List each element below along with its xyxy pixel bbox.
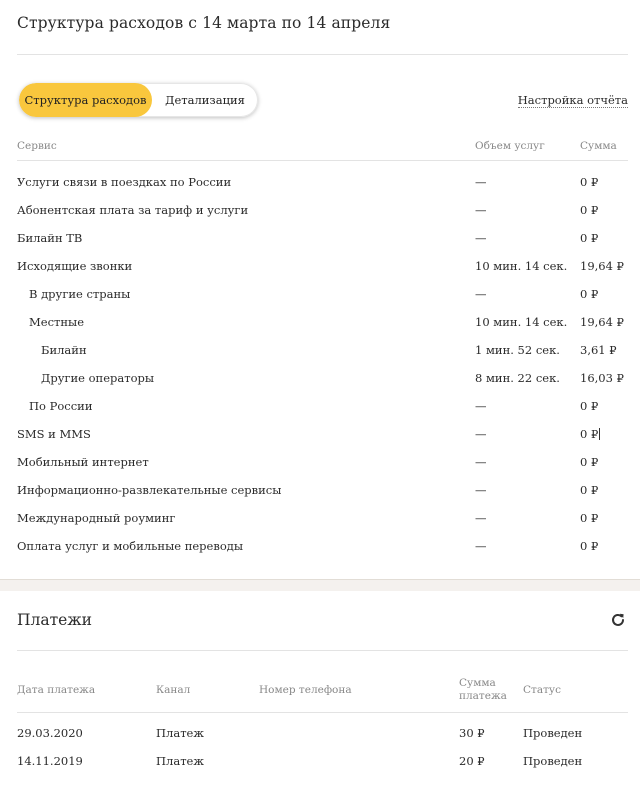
service-volume: 10 мин. 14 сек. bbox=[475, 315, 568, 329]
payment-amount: 20 ₽ bbox=[459, 754, 485, 768]
tab-details[interactable]: Детализация bbox=[165, 93, 245, 107]
col-volume-header: Объем услуг bbox=[475, 140, 545, 152]
col-payment-amount-header bbox=[459, 677, 507, 703]
service-name: Абонентская плата за тариф и услуги bbox=[17, 203, 249, 217]
service-name: Мобильный интернет bbox=[17, 455, 149, 469]
service-volume: — bbox=[475, 175, 487, 189]
service-name: Услуги связи в поездках по России bbox=[17, 175, 232, 189]
payment-channel: Платеж bbox=[156, 726, 204, 740]
service-volume: — bbox=[475, 455, 487, 469]
table-row bbox=[0, 511, 640, 539]
table-row bbox=[0, 483, 640, 511]
header-divider bbox=[17, 160, 628, 161]
table-row bbox=[0, 287, 640, 315]
service-name: Другие операторы bbox=[41, 371, 155, 385]
service-name: Оплата услуг и мобильные переводы bbox=[17, 539, 243, 553]
table-row bbox=[0, 539, 640, 567]
service-volume: — bbox=[475, 539, 487, 553]
table-row bbox=[0, 315, 640, 343]
payments-header-divider bbox=[17, 712, 628, 713]
payment-date: 14.11.2019 bbox=[17, 754, 83, 768]
table-row bbox=[0, 427, 640, 455]
service-volume: — bbox=[475, 511, 487, 525]
payment-amount: 30 ₽ bbox=[459, 726, 485, 740]
payment-date: 29.03.2020 bbox=[17, 726, 83, 740]
service-volume: 8 мин. 22 сек. bbox=[475, 371, 560, 385]
service-volume: — bbox=[475, 483, 487, 497]
service-amount: 0 ₽ bbox=[580, 455, 599, 469]
col-payment-amount-line1: Сумма bbox=[459, 677, 496, 689]
service-amount-wrap bbox=[580, 427, 600, 441]
table-row bbox=[0, 259, 640, 287]
service-amount: 3,61 ₽ bbox=[580, 343, 617, 357]
service-name: Исходящие звонки bbox=[17, 259, 133, 273]
text-cursor bbox=[599, 428, 600, 440]
view-switcher bbox=[19, 83, 258, 117]
service-name: SMS и MMS bbox=[17, 427, 91, 441]
table-row bbox=[0, 371, 640, 399]
table-row bbox=[0, 455, 640, 483]
service-volume: — bbox=[475, 399, 487, 413]
table-row bbox=[0, 231, 640, 259]
service-amount: 0 ₽ bbox=[580, 175, 599, 189]
col-service-header: Сервис bbox=[17, 140, 57, 152]
service-volume: — bbox=[475, 427, 487, 441]
col-phone-header: Номер телефона bbox=[259, 684, 352, 696]
section-separator bbox=[0, 579, 640, 591]
service-name: Международный роуминг bbox=[17, 511, 176, 525]
service-volume: 1 мин. 52 сек. bbox=[475, 343, 560, 357]
service-amount: 0 ₽ bbox=[580, 483, 599, 497]
payments-title-divider bbox=[17, 650, 628, 651]
service-name: Билайн ТВ bbox=[17, 231, 83, 245]
service-name: Информационно-развлекательные сервисы bbox=[17, 483, 282, 497]
service-name: В другие страны bbox=[29, 287, 131, 301]
service-amount: 0 ₽ bbox=[580, 511, 599, 525]
service-amount: 0 ₽ bbox=[580, 539, 599, 553]
table-row bbox=[0, 399, 640, 427]
table-row bbox=[0, 343, 640, 371]
refresh-icon[interactable] bbox=[610, 612, 626, 628]
service-volume: — bbox=[475, 287, 487, 301]
payment-status: Проведен bbox=[523, 754, 583, 768]
report-settings-link[interactable]: Настройка отчёта bbox=[517, 93, 628, 107]
table-row bbox=[0, 203, 640, 231]
title-divider bbox=[17, 54, 628, 55]
table-row bbox=[0, 175, 640, 203]
service-volume: — bbox=[475, 203, 487, 217]
col-date-header: Дата платежа bbox=[17, 684, 96, 696]
expenses-title: Структура расходов с 14 марта по 14 апреля bbox=[17, 14, 391, 32]
service-name: Местные bbox=[29, 315, 85, 329]
col-payment-amount-line2: платежа bbox=[459, 690, 507, 702]
service-amount: 16,03 ₽ bbox=[580, 371, 624, 385]
col-status-header: Статус bbox=[523, 684, 561, 696]
col-channel-header: Канал bbox=[156, 684, 191, 696]
service-volume: — bbox=[475, 231, 487, 245]
payment-status: Проведен bbox=[523, 726, 583, 740]
col-amount-header: Сумма bbox=[580, 140, 617, 152]
payment-channel: Платеж bbox=[156, 754, 204, 768]
service-amount: 19,64 ₽ bbox=[580, 315, 624, 329]
payments-title: Платежи bbox=[17, 611, 92, 629]
service-volume: 10 мин. 14 сек. bbox=[475, 259, 568, 273]
service-amount: 0 ₽ bbox=[580, 231, 599, 245]
service-amount: 0 ₽ bbox=[580, 427, 599, 441]
service-amount: 0 ₽ bbox=[580, 287, 599, 301]
service-name: Билайн bbox=[41, 343, 87, 357]
service-amount: 19,64 ₽ bbox=[580, 259, 624, 273]
service-amount: 0 ₽ bbox=[580, 203, 599, 217]
tab-expense-structure[interactable]: Структура расходов bbox=[19, 83, 152, 117]
service-name: По России bbox=[29, 399, 93, 413]
service-amount: 0 ₽ bbox=[580, 399, 599, 413]
